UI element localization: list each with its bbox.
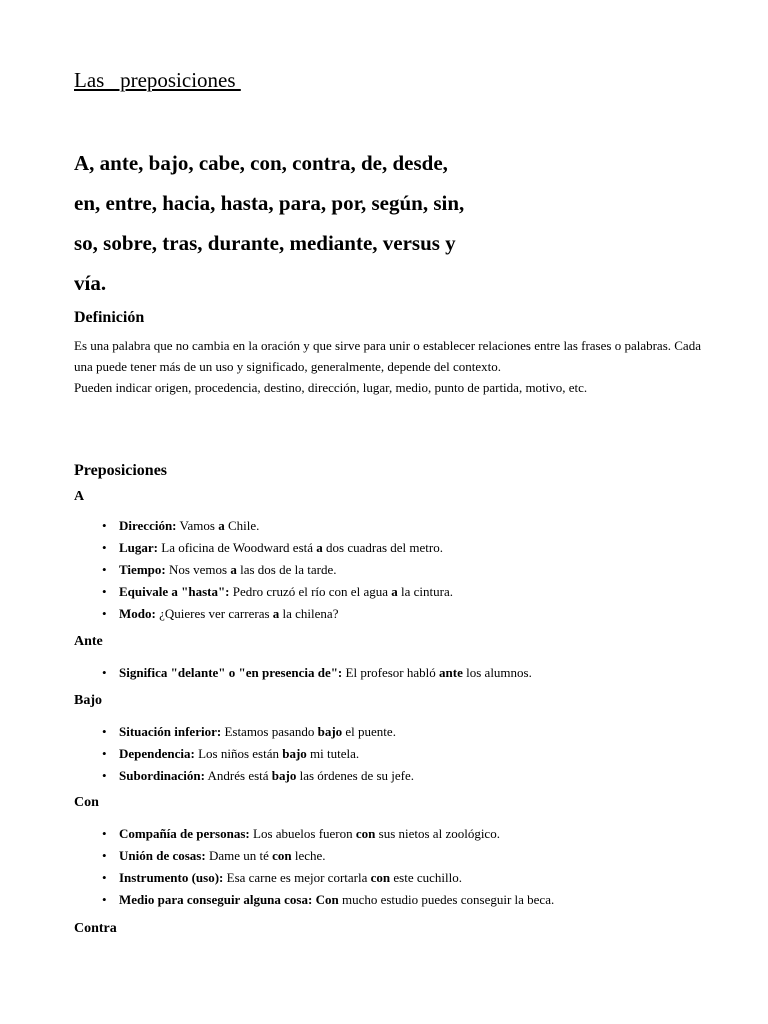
- usage-item: [74, 515, 714, 537]
- usage-item: [74, 662, 714, 684]
- usage-item: [74, 823, 714, 845]
- example-text: mi tutela.: [306, 746, 360, 761]
- usage-term: Unión de cosas:: [119, 848, 206, 863]
- example-text: leche.: [291, 848, 326, 863]
- usage-term: Medio para conseguir alguna cosa:: [119, 892, 313, 907]
- example-text: la chilena?: [279, 606, 339, 621]
- usage-list: [74, 515, 714, 625]
- example-text: Dame un té: [205, 848, 273, 863]
- usage-term: Subordinación:: [119, 768, 205, 783]
- usage-term: Equivale a "hasta":: [119, 584, 230, 599]
- preposition-keyword: a: [218, 518, 225, 533]
- bullet-icon: •: [102, 540, 107, 555]
- group-label-contra: Contra: [74, 921, 117, 936]
- prepositions-list-intro: A, ante, bajo, cabe, con, contra, de, desde, en, entre, hacia, hasta, para, por, según, sin, so, sobre, tras, durante, mediante, versus y vía.: [74, 151, 465, 295]
- preposition-keyword: a: [391, 584, 398, 599]
- example-text: los alumnos.: [462, 665, 532, 680]
- usage-item: [74, 581, 714, 603]
- usage-term: Significa "delante" o "en presencia de":: [119, 665, 343, 680]
- bullet-icon: •: [102, 870, 107, 885]
- example-text: Chile.: [224, 518, 260, 533]
- usage-term: Lugar:: [119, 540, 158, 555]
- example-text: La oficina de Woodward está: [158, 540, 317, 555]
- usage-item: [74, 559, 714, 581]
- group-label-ante: Ante: [74, 634, 103, 649]
- bullet-icon: •: [102, 746, 107, 761]
- preposition-keyword: a: [230, 562, 237, 577]
- example-text: Andrés está: [204, 768, 272, 783]
- bullet-icon: •: [102, 848, 107, 863]
- example-text: el puente.: [342, 724, 396, 739]
- usage-term: Instrumento (uso):: [119, 870, 224, 885]
- prepositions-heading: Preposiciones: [74, 462, 168, 479]
- example-text: dos cuadras del metro.: [322, 540, 443, 555]
- preposition-keyword: ante: [439, 665, 463, 680]
- definition-paragraph: Es una palabra que no cambia en la oración y que sirve para unir o establecer relaciones entre las frases o palabras. Cada una puede tener más de un uso y significado, generalmente, depende del contexto.: [74, 338, 701, 374]
- bullet-icon: •: [102, 826, 107, 841]
- preposition-keyword: bajo: [282, 746, 307, 761]
- example-text: Vamos: [176, 518, 219, 533]
- usage-item: [74, 537, 714, 559]
- example-text: sus nietos al zoológico.: [375, 826, 500, 841]
- bullet-icon: •: [102, 584, 107, 599]
- usage-item: [74, 721, 714, 743]
- usage-item: [74, 845, 714, 867]
- usage-term: Dependencia:: [119, 746, 195, 761]
- usage-term: Dirección:: [119, 518, 177, 533]
- preposition-keyword: con: [272, 848, 292, 863]
- group-label-a: A: [74, 489, 85, 504]
- example-text: Los niños están: [194, 746, 283, 761]
- bullet-icon: •: [102, 724, 107, 739]
- example-text: Pedro cruzó el río con el agua: [229, 584, 392, 599]
- usage-item: [74, 765, 714, 787]
- usage-term: Modo:: [119, 606, 156, 621]
- usage-term: Situación inferior:: [119, 724, 222, 739]
- example-text: El profesor habló: [342, 665, 440, 680]
- bullet-icon: •: [102, 518, 107, 533]
- bullet-icon: •: [102, 606, 107, 621]
- example-text: las dos de la tarde.: [236, 562, 337, 577]
- usage-item: [74, 867, 714, 889]
- usage-list: [74, 823, 714, 911]
- preposition-keyword: con: [355, 826, 376, 841]
- usage-term: Tiempo:: [119, 562, 166, 577]
- example-text: mucho estudio puedes conseguir la beca.: [338, 892, 555, 907]
- preposition-keyword: Con: [315, 892, 339, 907]
- example-text: Los abuelos fueron: [249, 826, 356, 841]
- preposition-keyword: con: [370, 870, 391, 885]
- group-label-bajo: Bajo: [74, 693, 102, 708]
- usage-item: [74, 603, 714, 625]
- example-text: ¿Quieres ver carreras: [155, 606, 273, 621]
- usage-item: [74, 743, 714, 765]
- usage-term: Compañía de personas:: [119, 826, 250, 841]
- usage-list: [74, 721, 714, 787]
- definition-paragraph: Pueden indicar origen, procedencia, destino, dirección, lugar, medio, punto de partida, motivo, etc.: [74, 380, 588, 395]
- bullet-icon: •: [102, 665, 107, 680]
- group-label-con: Con: [74, 795, 99, 810]
- preposition-keyword: a: [316, 540, 323, 555]
- example-text: la cintura.: [397, 584, 453, 599]
- usage-list: [74, 662, 714, 684]
- preposition-keyword: bajo: [317, 724, 343, 739]
- definition-heading: Definición: [74, 309, 145, 326]
- usage-item: [74, 889, 714, 911]
- bullet-icon: •: [102, 892, 107, 907]
- example-text: Nos vemos: [165, 562, 231, 577]
- definition-text: [74, 335, 714, 398]
- example-text: Esa carne es mejor cortarla: [223, 870, 371, 885]
- preposition-keyword: a: [272, 606, 280, 621]
- preposition-keyword: bajo: [271, 768, 297, 783]
- example-text: Estamos pasando: [221, 724, 318, 739]
- example-text: este cuchillo.: [390, 870, 462, 885]
- example-text: las órdenes de su jefe.: [296, 768, 415, 783]
- page-title: Las preposiciones: [74, 68, 241, 92]
- bullet-icon: •: [102, 562, 107, 577]
- bullet-icon: •: [102, 768, 107, 783]
